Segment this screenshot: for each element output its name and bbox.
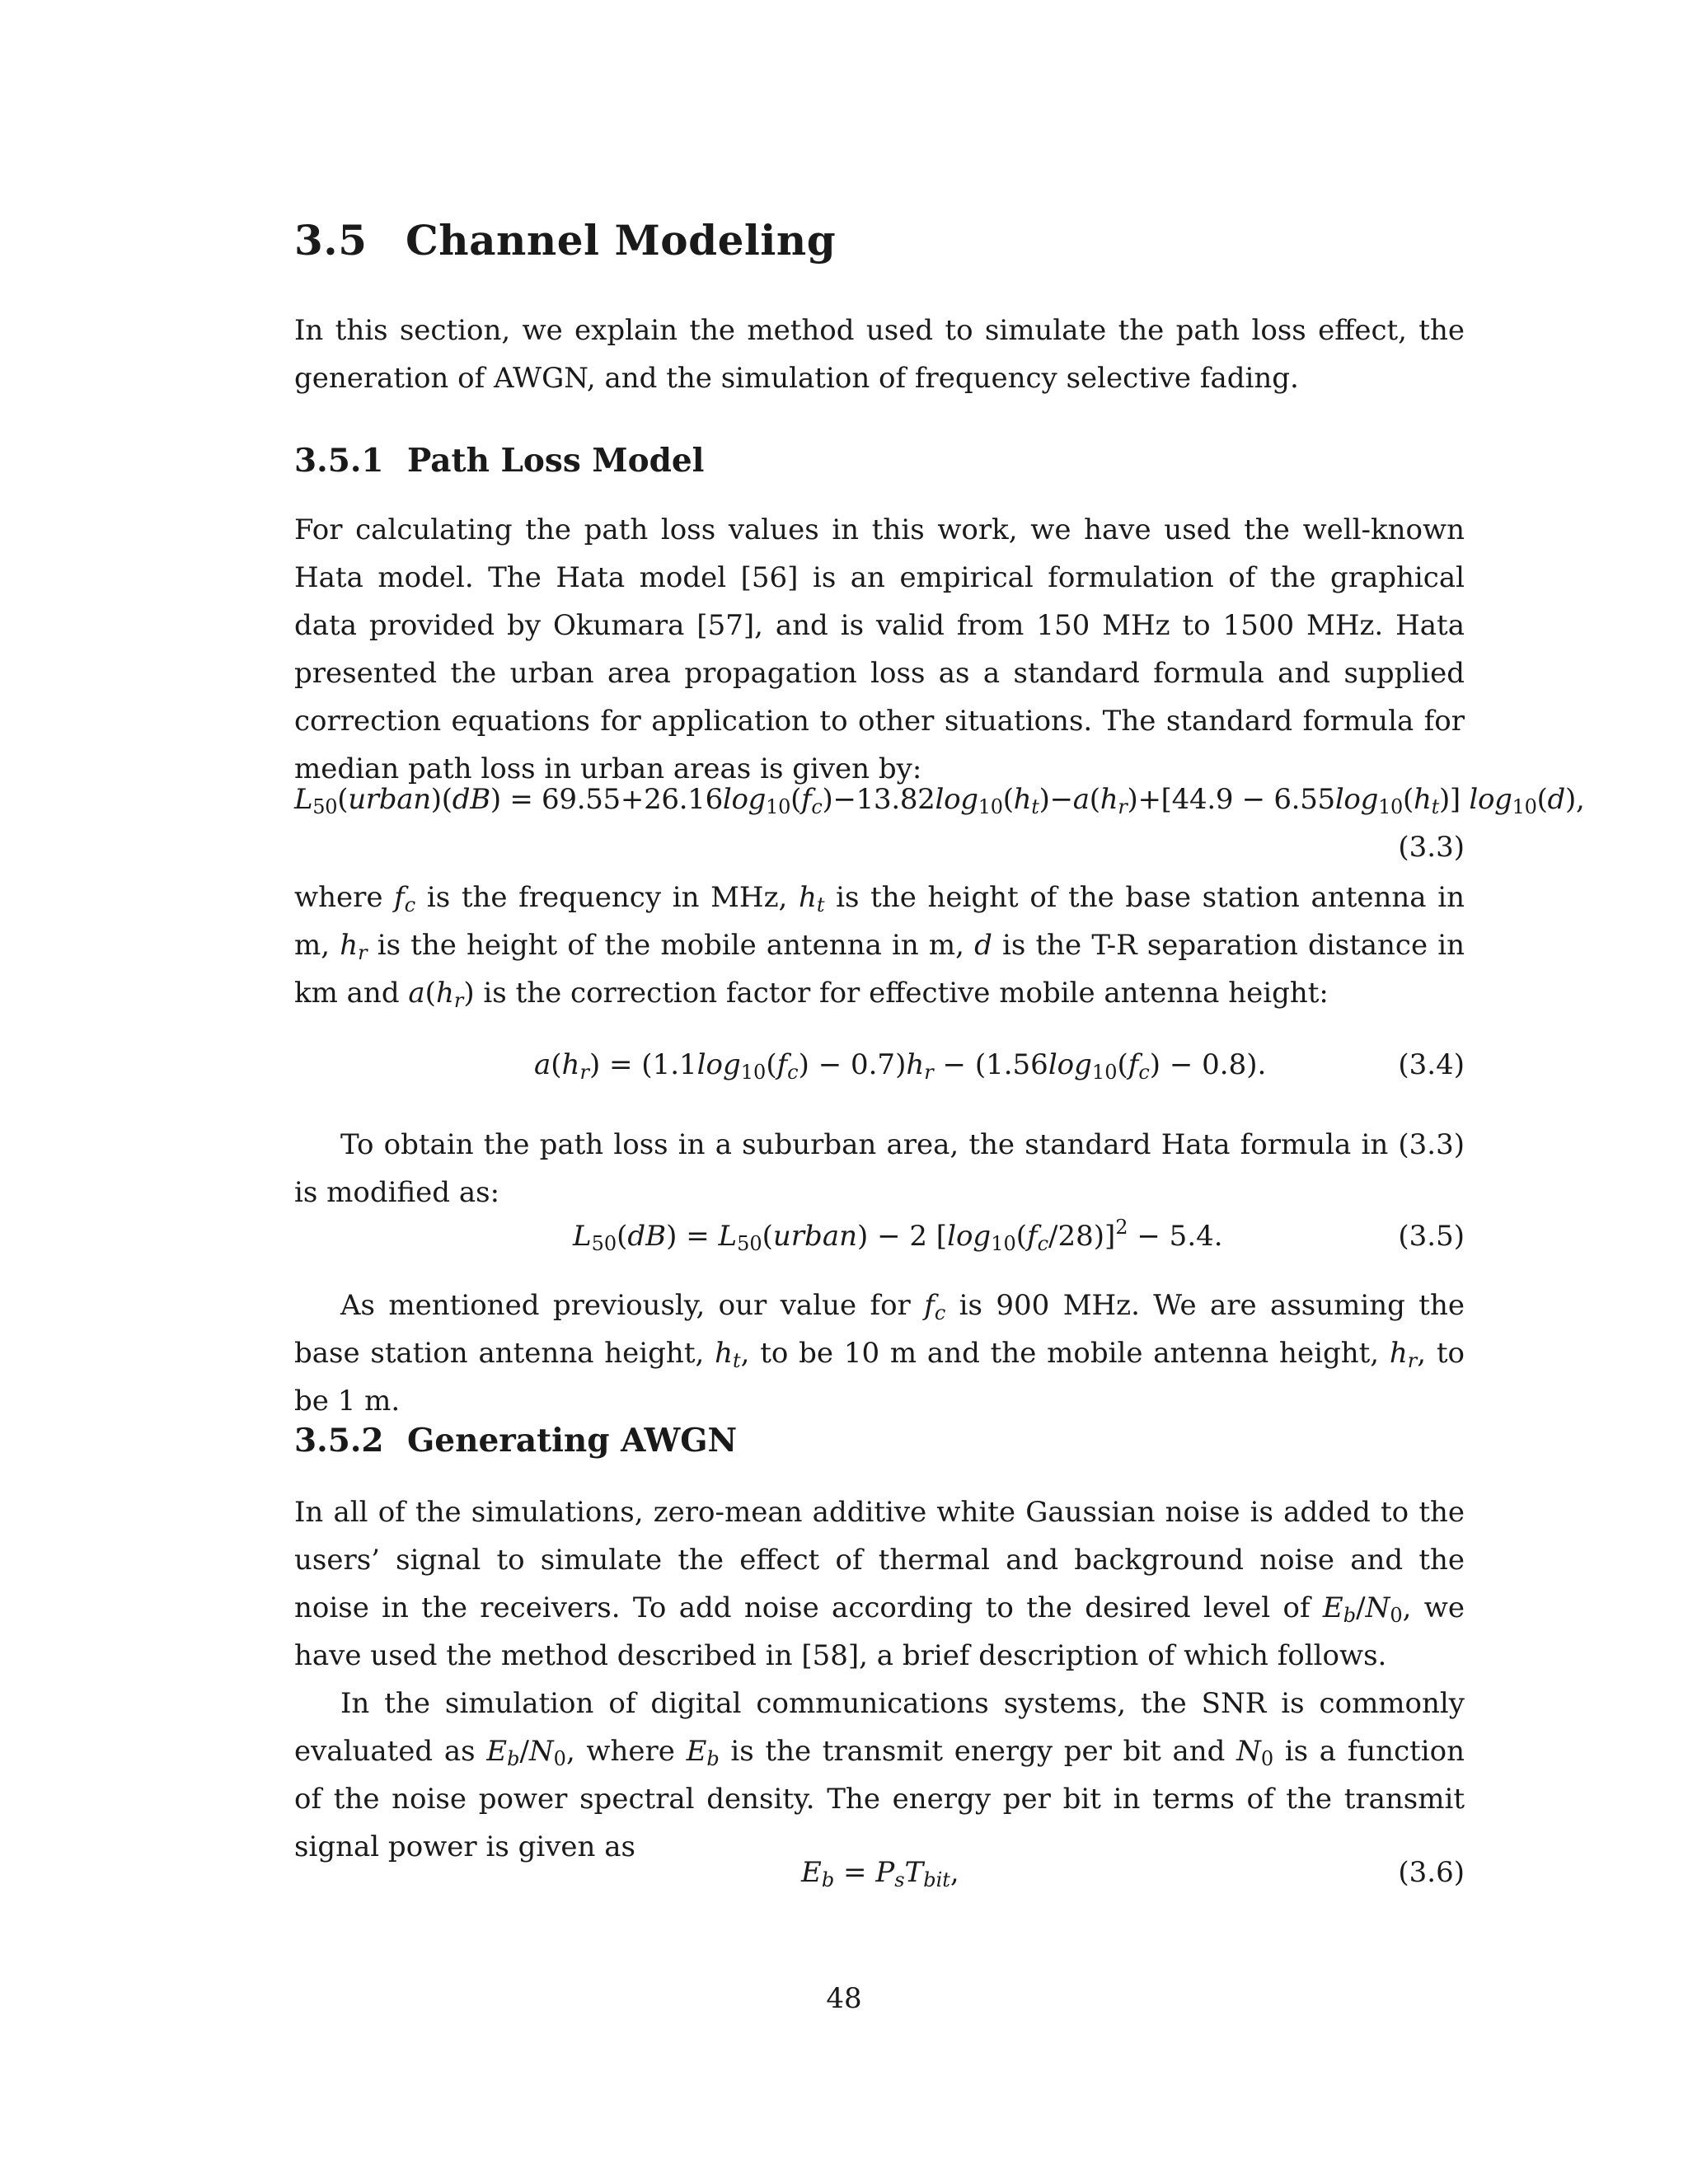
equation-number-3-5: (3.5) xyxy=(1398,1220,1465,1253)
suburban-paragraph-block xyxy=(294,1121,1465,1216)
section-heading xyxy=(294,216,836,265)
equation-number-3-6: (3.6) xyxy=(1398,1856,1465,1889)
subsection-title: Generating AWGN xyxy=(407,1422,738,1460)
subsection-number: 3.5.2 xyxy=(294,1422,384,1460)
subsection-number: 3.5.1 xyxy=(294,442,384,480)
page-number: 48 xyxy=(826,1982,862,2015)
equation-number-3-4: (3.4) xyxy=(1398,1048,1465,1081)
where-paragraph-block xyxy=(294,874,1465,1017)
intro-paragraph: In this section, we explain the method used to simulate the path loss effect, the generation of AWGN, and the simulation of frequency selective fading. xyxy=(294,314,1465,395)
equation-number-3-3: (3.3) xyxy=(1398,831,1465,864)
hata-paragraph-block xyxy=(294,506,1465,793)
subsection-heading-path-loss xyxy=(294,442,705,480)
section-number: 3.5 xyxy=(294,216,368,265)
equation-3-4: $a(h_r) = (1.1\log_{10}(f_c) - 0.7)h_r - (1.56\log_{10}(f_c) - 0.8)$. xyxy=(534,1048,1267,1084)
equation-3-3: $L_{50}(urban)(dB) = 69.55+26.16\log_{10}(f_c)-13.82\log_{10}(h_t)-a(h_r)+[44.9 - 6.55\log_{10}(h_t)]$ $\log_{10}(d)$, xyxy=(294,783,1585,818)
equation-3-6: $E_b = P_sT_{bit}$, xyxy=(801,1856,959,1891)
where-paragraph: where $f_c$ is the frequency in MHz, $h_t$ is the height of the base station antenna in m, $h_r$ is the height of the mobile antenna in m, d is the T-R separation distance in km and $a(h_r)$ is the correction factor for effective mobile antenna height: xyxy=(294,881,1465,1012)
snr-paragraph: In the simulation of digital communications systems, the SNR is commonly evaluated as $E_b/N_0$, where $E_b$ is the transmit energy per bit and $N_0$ is a function of the noise power spectral density. The energy per bit in terms of the transmit signal power is given as xyxy=(294,1687,1465,1863)
section-title: Channel Modeling xyxy=(406,216,837,265)
subsection-heading-awgn xyxy=(294,1422,737,1460)
subsection-title: Path Loss Model xyxy=(407,442,705,480)
hata-paragraph: For calculating the path loss values in this work, we have used the well-known Hata model. The Hata model [56] is an empirical formulation of the graphical data provided by Okumara [57], and is valid from 150 MHz to 1500 MHz. Hata presented the urban area propagation loss as a standard formula and supplied correction equations for application to other situations. The standard formula for median path loss in urban areas is given by: xyxy=(294,513,1465,785)
intro-paragraph-block xyxy=(294,307,1465,402)
assume-paragraph: As mentioned previously, our value for $f_c$ is 900 MHz. We are assuming the base station antenna height, $h_t$, to be 10 m and the mobile antenna height, $h_r$, to be 1 m. xyxy=(294,1289,1465,1418)
assume-paragraph-block xyxy=(294,1282,1465,1425)
awgn-paragraph: In all of the simulations, zero-mean additive white Gaussian noise is added to the users’ signal to simulate the effect of thermal and background noise and the noise in the receivers. To add noise according to the desired level of $E_b/N_0$, we have used the method described in [58], a brief description of which follows. xyxy=(294,1496,1465,1672)
suburban-paragraph: To obtain the path loss in a suburban area, the standard Hata formula in (3.3) is modified as: xyxy=(294,1128,1465,1209)
awgn-paragraph-block xyxy=(294,1488,1465,1871)
equation-3-5: $L_{50}(dB)$ = $L_{50}(urban) - 2$ $[\log_{10}(f_c/28)]^2 - 5.4$. xyxy=(573,1216,1223,1255)
